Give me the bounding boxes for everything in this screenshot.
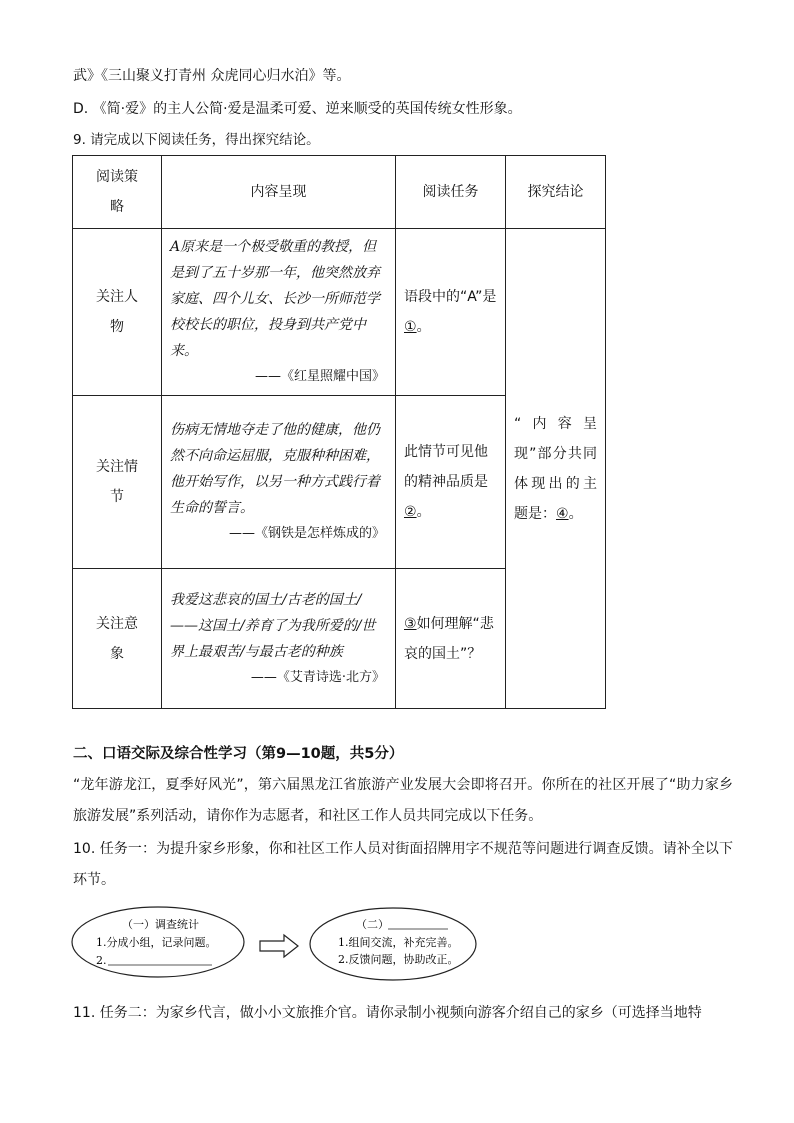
blank-mark: ③ [404,615,417,632]
section-intro: “龙年游龙江，夏季好风光”，第六届黑龙江省旅游产业发展大会即将召开。你所在的社区开展了“助力家乡旅游发展”系列活动，请你作为志愿者，和社区工作人员共同完成以下任务。 [73,777,733,824]
table-header-row [73,156,606,229]
question-11: 11. 任务二：为家乡代言，做小小文旅推介官。请你录制小视频向游客介绍自己的家乡（可选择当地特 [73,1005,702,1021]
blank-mark: ④ [556,505,569,522]
step-one-item1: 1.分成小组，记录问题。 [96,936,217,949]
step-two-title: （二） [356,918,389,931]
step-two-item1: 1.组间交流，补充完善。 [338,936,459,949]
task-cell: 语段中的“A”是①。 [396,229,506,396]
blank-mark: ① [404,319,417,335]
option-d: D. 《简·爱》的主人公简·爱是温柔可爱、逆来顺受的英国传统女性形象。 [73,101,522,117]
reading-task-table [72,155,606,709]
header-conclusion: 探究结论 [506,156,606,229]
option-c-continuation: 武》《三山聚义打青州 众虎同心归水泊》等。 [73,68,351,84]
header-content: 内容呈现 [162,156,396,229]
header-task: 阅读任务 [396,156,506,229]
question-10: 10. 任务一：为提升家乡形象，你和社区工作人员对街面招牌用字不规范等问题进行调查反馈。请补全以下环节。 [73,841,733,888]
task-cell: 此情节可见他的精神品质是②。 [396,396,506,569]
arrow-right-icon [260,935,298,957]
content-cell: A原来是一个极受敬重的教授，但是到了五十岁那一年，他突然放弃家庭、四个儿女、长沙一所师范学校校长的职位，投身到共产党中来。 ——《红星照耀中国》 [162,229,396,396]
content-cell: 伤病无情地夺走了他的健康，他仍然不向命运屈服，克服种种困难，他开始写作，以另一种方式践行着生命的誓言。 ——《钢铁是怎样炼成的》 [162,396,396,569]
conclusion-cell: “内容呈现”部分共同体现出的主题是：④。 [506,229,606,709]
section-title: 二、口语交际及综合性学习（第9—10题，共5分） [73,746,404,762]
table-row [73,229,606,396]
blank-mark: ② [404,504,417,520]
source-citation: ——《艾青诗选·北方》 [250,669,385,685]
task-cell: ③如何理解“悲哀的国土”？ [396,569,506,709]
strategy-cell: 关注情 节 [73,396,162,569]
content-cell: 我爱这悲哀的国土/古老的国土/——这国土/养育了为我所爱的/世界上最艰苦/与最古老的种族 ——《艾青诗选·北方》 [162,569,396,709]
step-one-title: （一）调查统计 [122,918,199,931]
process-diagram [70,900,490,990]
question-9: 9. 请完成以下阅读任务，得出探究结论。 [73,132,320,148]
header-strategy: 阅读策 略 [73,156,162,229]
strategy-cell: 关注意 象 [73,569,162,709]
strategy-cell: 关注人 物 [73,229,162,396]
source-citation: ——《钢铁是怎样炼成的》 [228,526,385,541]
step-two-item2: 2.反馈问题，协助改正。 [338,953,459,966]
step-one-item2: 2. [96,954,107,967]
source-citation: ——《红星照耀中国》 [254,369,385,384]
